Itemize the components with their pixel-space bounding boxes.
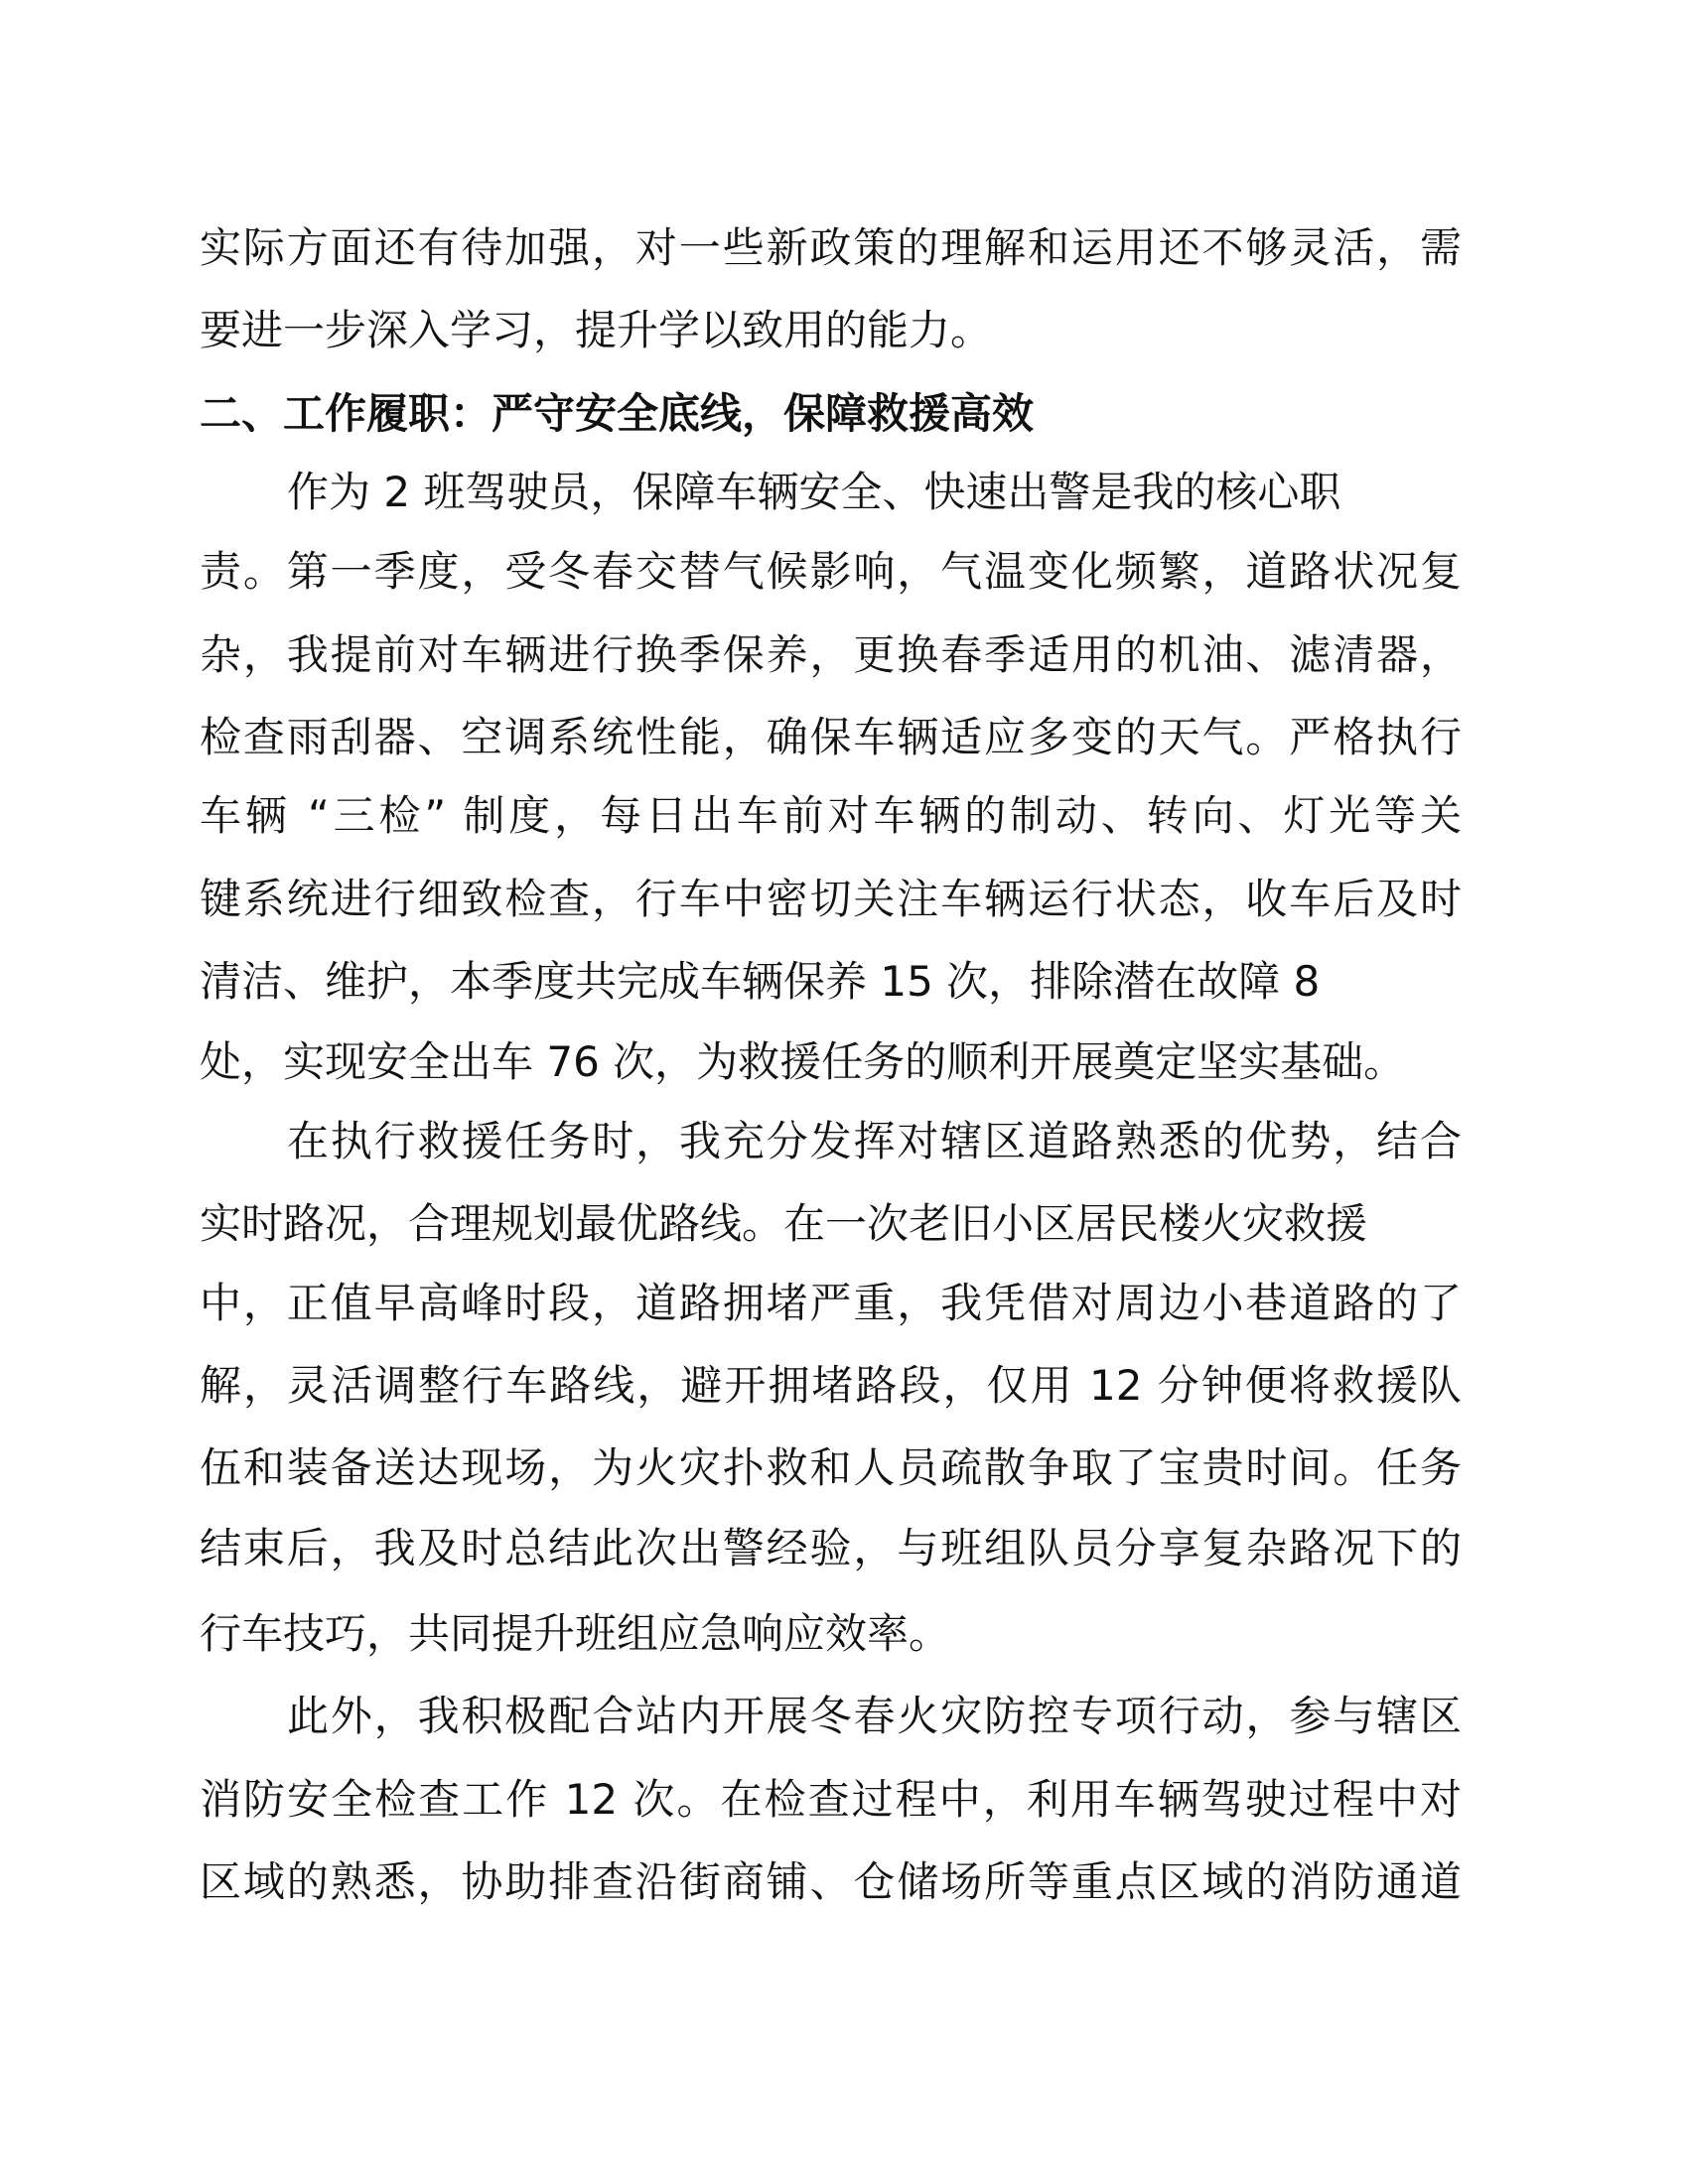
body-text-line: 此外，我积极配合站内开展冬春火灾防控专项行动，参与辖区 bbox=[287, 1692, 1462, 1740]
body-text-line: 中，正值早高峰时段，道路拥堵严重，我凭借对周边小巷道路的了 bbox=[200, 1279, 1462, 1327]
body-text-line: 责。第一季度，受冬春交替气候影响，气温变化频繁，道路状况复 bbox=[200, 547, 1462, 596]
body-text-line: 伍和装备送达现场，为火灾扑救和人员疏散争取了宝贵时间。任务 bbox=[200, 1443, 1462, 1492]
body-text-line: 检查雨刮器、空调系统性能，确保车辆适应多变的天气。严格执行 bbox=[200, 713, 1462, 761]
body-text-line: 消防安全检查工作 12 次。在检查过程中，利用车辆驾驶过程中对 bbox=[200, 1775, 1462, 1824]
body-text-line: 清洁、维护，本季度共完成车辆保养 15 次，排除潜在故障 8 bbox=[200, 957, 1321, 1006]
body-text-line: 实际方面还有待加强，对一些新政策的理解和运用还不够灵活，需 bbox=[200, 223, 1462, 272]
body-text-line: 区域的熟悉，协助排查沿街商铺、仓储场所等重点区域的消防通道 bbox=[200, 1857, 1462, 1906]
body-text-line: 解，灵活调整行车路线，避开拥堵路段，仅用 12 分钟便将救援队 bbox=[200, 1361, 1462, 1410]
body-text-line: 杂，我提前对车辆进行换季保养，更换春季适用的机油、滤清器， bbox=[200, 630, 1462, 679]
section-heading: 二、工作履职：严守安全底线，保障救援高效 bbox=[200, 389, 1035, 438]
body-text-line: 车辆 “三检” 制度，每日出车前对车辆的制动、转向、灯光等关 bbox=[200, 791, 1462, 840]
body-text-line: 结束后，我及时总结此次出警经验，与班组队员分享复杂路况下的 bbox=[200, 1524, 1462, 1572]
body-text-line: 行车技巧，共同提升班组应急响应效率。 bbox=[200, 1609, 951, 1658]
body-text-line: 作为 2 班驾驶员，保障车辆安全、快速出警是我的核心职 bbox=[287, 468, 1341, 516]
body-text-line: 要进一步深入学习，提升学以致用的能力。 bbox=[200, 306, 993, 354]
body-text-line: 实时路况，合理规划最优路线。在一次老旧小区居民楼火灾救援 bbox=[200, 1199, 1368, 1248]
body-text-line: 键系统进行细致检查，行车中密切关注车辆运行状态，收车后及时 bbox=[200, 875, 1462, 923]
body-text-line: 处，实现安全出车 76 次，为救援任务的顺利开展奠定坚实基础。 bbox=[200, 1037, 1406, 1086]
body-text-line: 在执行救援任务时，我充分发挥对辖区道路熟悉的优势，结合 bbox=[287, 1117, 1462, 1165]
